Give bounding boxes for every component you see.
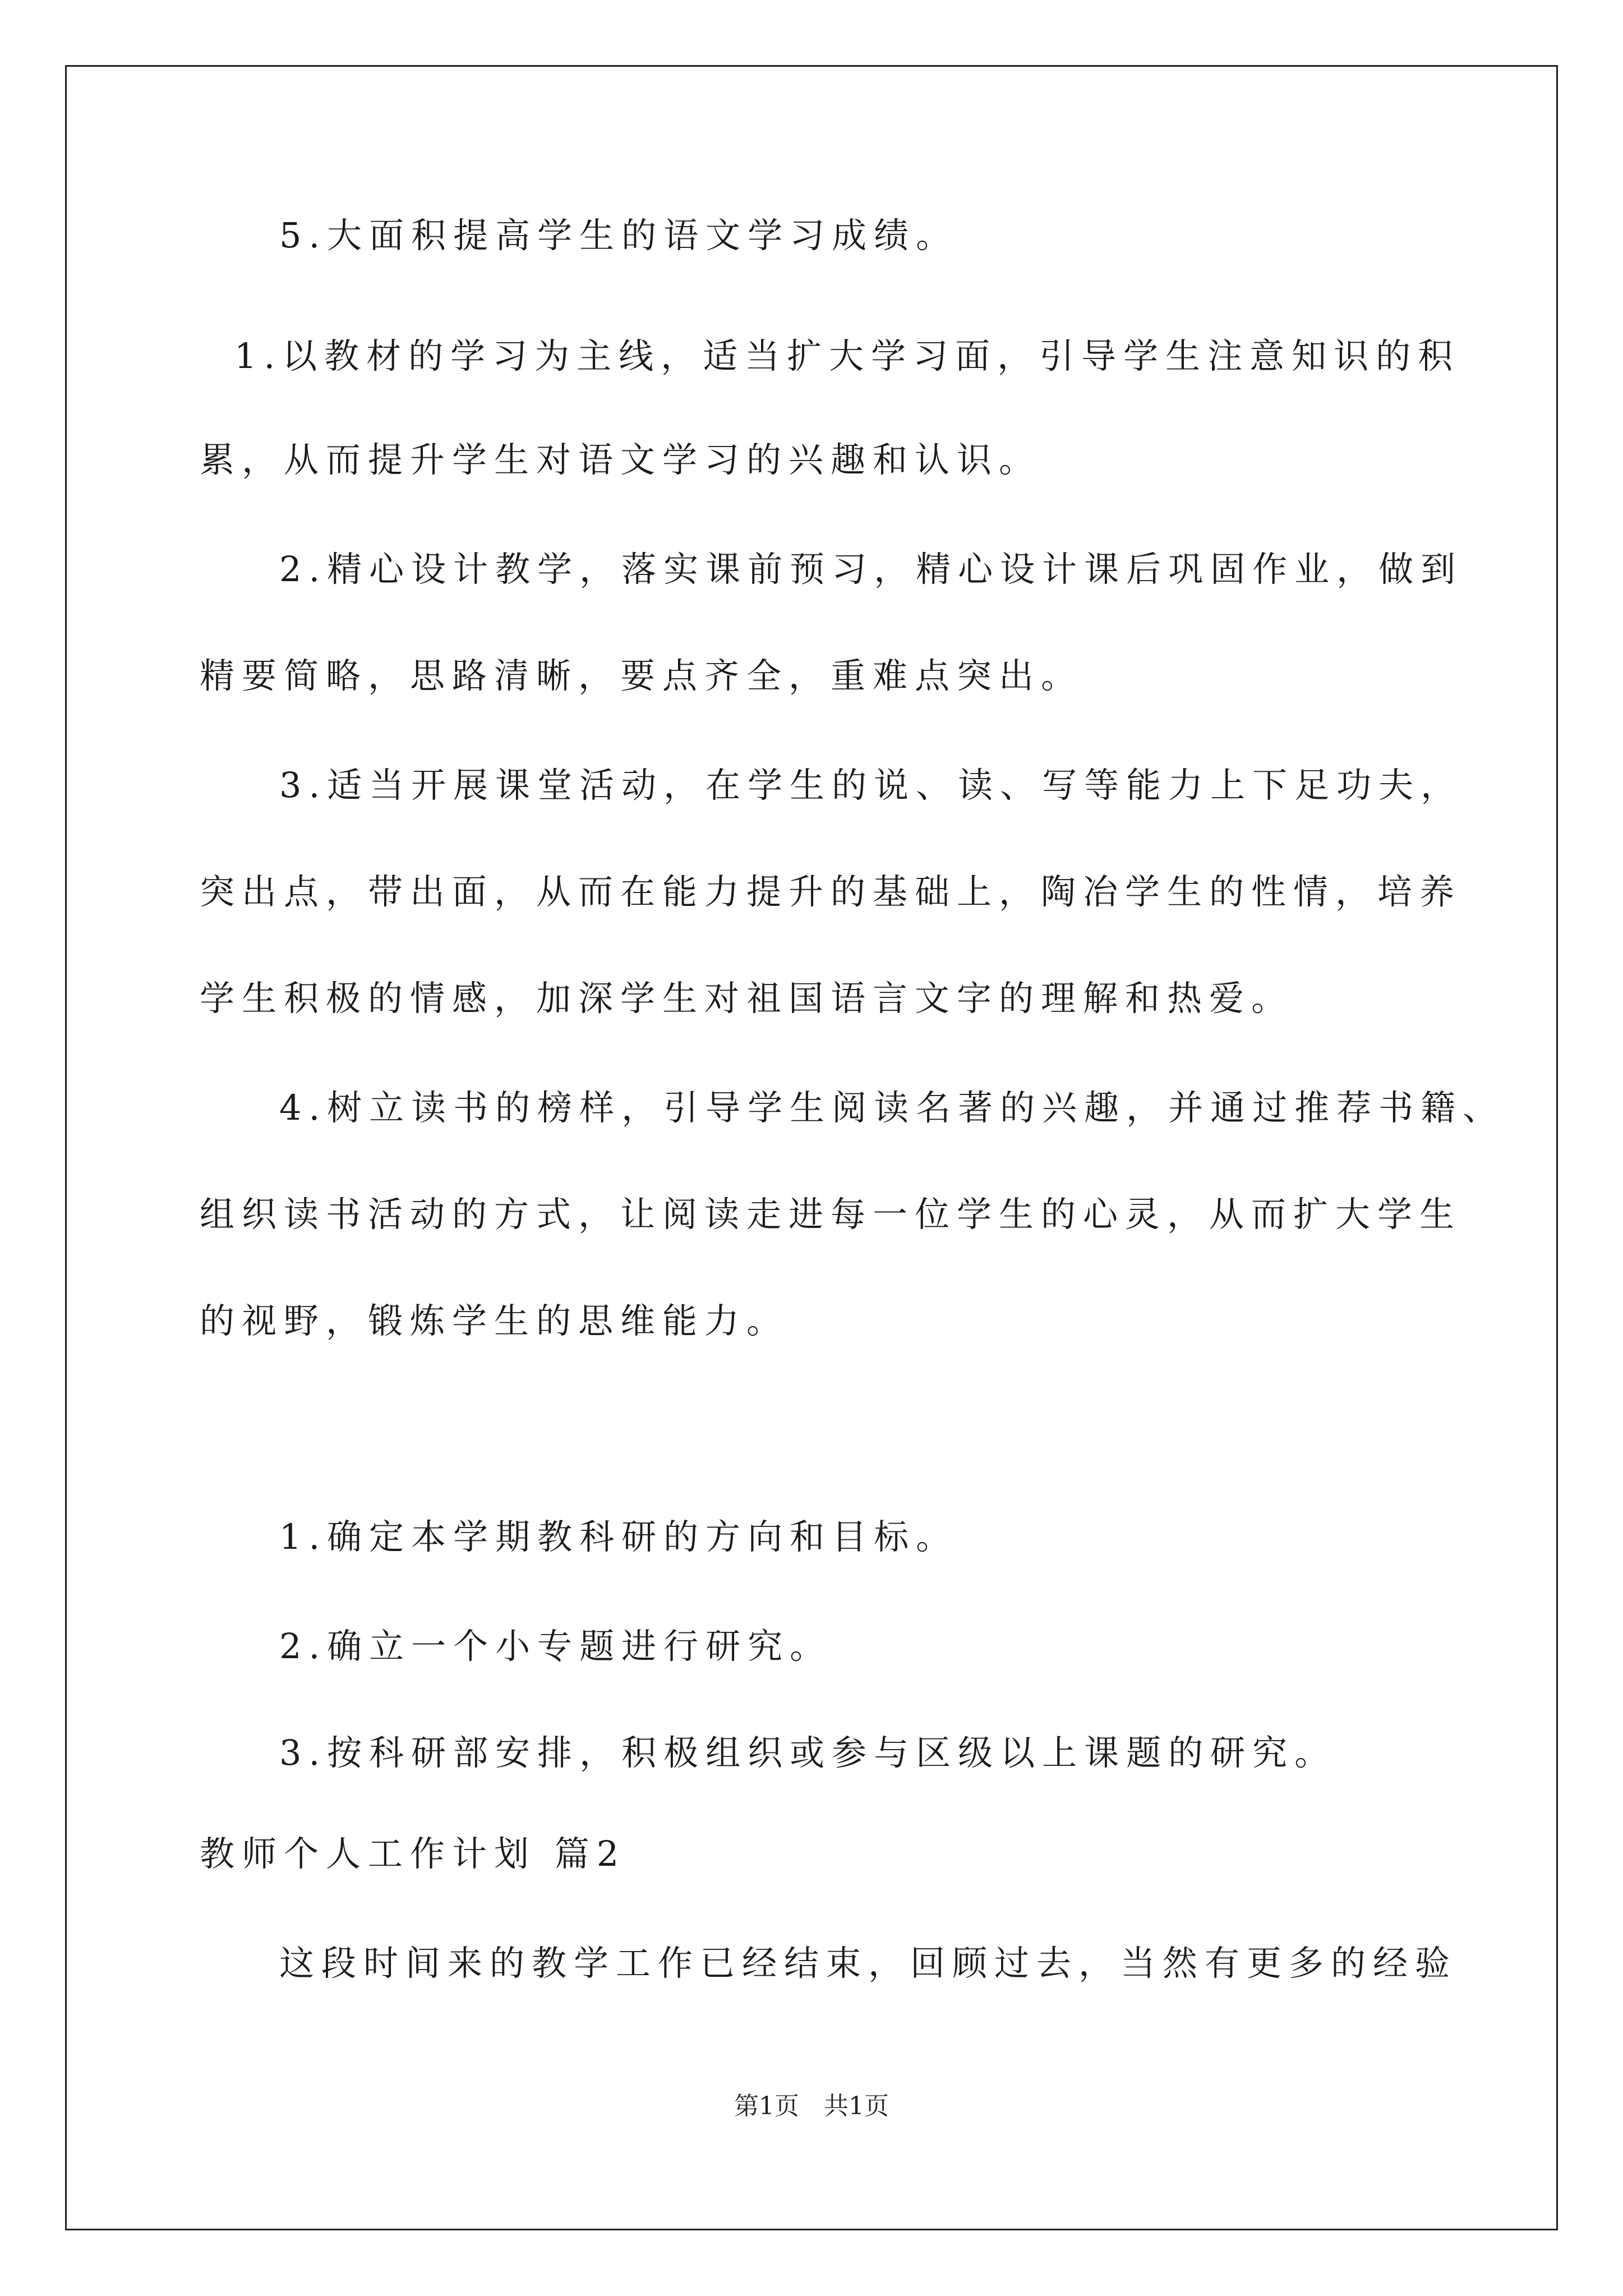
section-heading: 教师个人工作计划 篇2: [200, 1833, 626, 1874]
paragraph-line: 学生积极的情感，加深学生对祖国语言文字的理解和热爱。: [200, 978, 1294, 1019]
paragraph-line: 这段时间来的教学工作已经结束，回顾过去，当然有更多的经验: [279, 1943, 1458, 1984]
page-footer: 第1页 共1页: [734, 2092, 889, 2120]
paragraph-line: 精要简略，思路清晰，要点齐全，重难点突出。: [200, 655, 1083, 696]
paragraph-line: 3.按科研部安排，积极组织或参与区级以上课题的研究。: [279, 1732, 1337, 1773]
paragraph-line: 的视野，锻炼学生的思维能力。: [200, 1300, 789, 1341]
paragraph-line: 4.树立读书的榜样，引导学生阅读名著的兴趣，并通过推荐书籍、: [279, 1087, 1505, 1128]
paragraph-line: 1.以教材的学习为主线，适当扩大学习面，引导学生注意知识的积: [234, 335, 1460, 376]
paragraph-line: 5.大面积提高学生的语文学习成绩。: [279, 215, 958, 256]
paragraph-line: 2.精心设计教学，落实课前预习，精心设计课后巩固作业，做到: [279, 549, 1463, 590]
page-border: [65, 65, 1558, 2230]
paragraph-line: 累，从而提升学生对语文学习的兴趣和认识。: [200, 439, 1041, 480]
paragraph-line: 3.适当开展课堂活动，在学生的说、读、写等能力上下足功夫，: [279, 765, 1463, 806]
paragraph-line: 组织读书活动的方式，让阅读走进每一位学生的心灵，从而扩大学生: [200, 1194, 1462, 1235]
paragraph-line: 突出点，带出面，从而在能力提升的基础上，陶冶学生的性情，培养: [200, 871, 1462, 912]
paragraph-line: 2.确立一个小专题进行研究。: [279, 1626, 832, 1667]
paragraph-line: 1.确定本学期教科研的方向和目标。: [279, 1516, 958, 1557]
